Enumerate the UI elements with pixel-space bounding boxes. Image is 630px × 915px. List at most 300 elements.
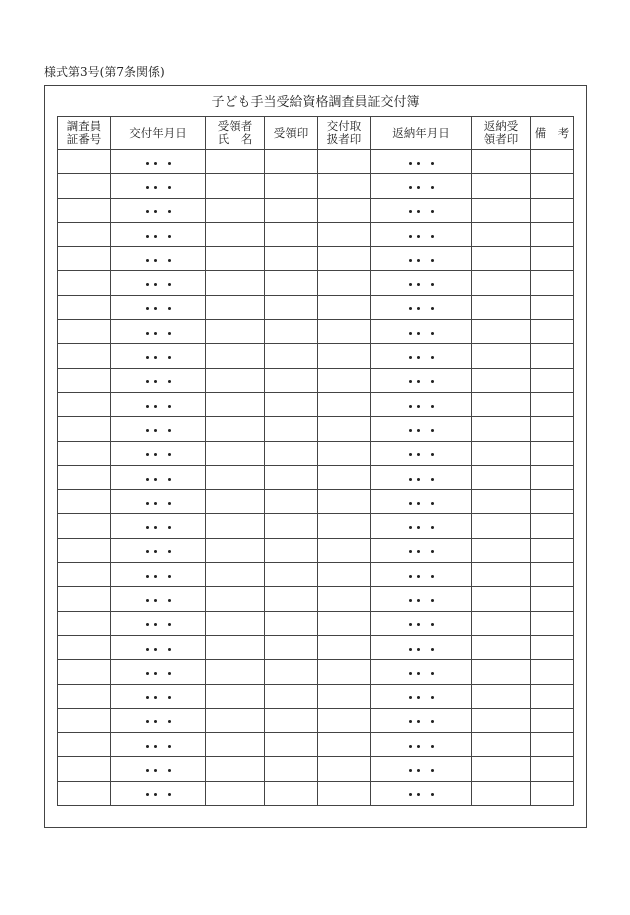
cell-return-date[interactable] (371, 417, 472, 441)
cell-id[interactable] (58, 538, 111, 562)
cell-handler-seal[interactable] (318, 417, 371, 441)
cell-recipient-name[interactable] (206, 198, 265, 222)
date-separator-dots (406, 155, 436, 168)
cell-remarks[interactable] (531, 563, 574, 587)
cell-remarks[interactable] (531, 368, 574, 392)
cell-return-seal[interactable] (472, 538, 531, 562)
cell-handler-seal[interactable] (318, 441, 371, 465)
cell-remarks[interactable] (531, 611, 574, 635)
cell-return-seal[interactable] (472, 198, 531, 222)
cell-return-seal[interactable] (472, 684, 531, 708)
cell-recipient-name[interactable] (206, 271, 265, 295)
cell-recipient-name[interactable] (206, 417, 265, 441)
cell-return-seal[interactable] (472, 635, 531, 659)
date-separator-dots (406, 471, 436, 484)
ledger-frame (44, 85, 587, 828)
date-separator-dots (406, 422, 436, 435)
cell-recipient-seal[interactable] (265, 684, 318, 708)
cell-id[interactable] (58, 392, 111, 416)
cell-return-date[interactable] (371, 635, 472, 659)
date-separator-dots (406, 495, 436, 508)
cell-issue-date[interactable] (111, 684, 206, 708)
date-separator-dots (143, 617, 173, 630)
cell-id[interactable] (58, 708, 111, 732)
table-row (58, 563, 574, 587)
table-row (58, 320, 574, 344)
cell-handler-seal[interactable] (318, 514, 371, 538)
date-separator-dots (143, 179, 173, 192)
cell-id[interactable] (58, 587, 111, 611)
cell-return-seal[interactable] (472, 611, 531, 635)
date-separator-dots (406, 568, 436, 581)
cell-handler-seal[interactable] (318, 757, 371, 781)
cell-recipient-seal[interactable] (265, 660, 318, 684)
date-separator-dots (143, 495, 173, 508)
cell-recipient-seal[interactable] (265, 392, 318, 416)
table-row (58, 781, 574, 805)
date-separator-dots (143, 374, 173, 387)
cell-return-date[interactable] (371, 465, 472, 489)
table-row (58, 150, 574, 174)
cell-remarks[interactable] (531, 514, 574, 538)
cell-issue-date[interactable] (111, 222, 206, 246)
cell-return-seal[interactable] (472, 271, 531, 295)
table-row (58, 417, 574, 441)
col-header-recipient-name: 受領者 氏 名 (206, 117, 265, 150)
cell-id[interactable] (58, 441, 111, 465)
table-row (58, 733, 574, 757)
cell-remarks[interactable] (531, 684, 574, 708)
date-separator-dots (143, 738, 173, 751)
cell-remarks[interactable] (531, 465, 574, 489)
table-row (58, 635, 574, 659)
cell-remarks[interactable] (531, 247, 574, 271)
date-separator-dots (406, 544, 436, 557)
date-separator-dots (406, 301, 436, 314)
cell-issue-date[interactable] (111, 320, 206, 344)
cell-recipient-seal[interactable] (265, 271, 318, 295)
cell-id[interactable] (58, 320, 111, 344)
cell-issue-date[interactable] (111, 198, 206, 222)
cell-recipient-name[interactable] (206, 757, 265, 781)
cell-id[interactable] (58, 781, 111, 805)
cell-id[interactable] (58, 465, 111, 489)
cell-return-seal[interactable] (472, 465, 531, 489)
cell-handler-seal[interactable] (318, 344, 371, 368)
cell-return-date[interactable] (371, 441, 472, 465)
col-header-return-seal: 返納受 領者印 (472, 117, 531, 150)
cell-remarks[interactable] (531, 441, 574, 465)
cell-id[interactable] (58, 174, 111, 198)
cell-return-seal[interactable] (472, 563, 531, 587)
cell-recipient-name[interactable] (206, 222, 265, 246)
cell-return-seal[interactable] (472, 660, 531, 684)
cell-remarks[interactable] (531, 222, 574, 246)
cell-recipient-name[interactable] (206, 563, 265, 587)
cell-return-seal[interactable] (472, 781, 531, 805)
cell-remarks[interactable] (531, 392, 574, 416)
cell-remarks[interactable] (531, 150, 574, 174)
cell-handler-seal[interactable] (318, 490, 371, 514)
cell-return-date[interactable] (371, 781, 472, 805)
col-header-recipient-seal: 受領印 (265, 117, 318, 150)
cell-issue-date[interactable] (111, 611, 206, 635)
cell-id[interactable] (58, 368, 111, 392)
cell-remarks[interactable] (531, 417, 574, 441)
cell-issue-date[interactable] (111, 392, 206, 416)
cell-recipient-name[interactable] (206, 320, 265, 344)
cell-id[interactable] (58, 563, 111, 587)
cell-return-date[interactable] (371, 514, 472, 538)
cell-id[interactable] (58, 295, 111, 319)
cell-handler-seal[interactable] (318, 222, 371, 246)
date-separator-dots (143, 787, 173, 800)
cell-return-seal[interactable] (472, 733, 531, 757)
cell-return-date[interactable] (371, 611, 472, 635)
cell-remarks[interactable] (531, 587, 574, 611)
date-separator-dots (143, 447, 173, 460)
cell-recipient-seal[interactable] (265, 320, 318, 344)
cell-remarks[interactable] (531, 271, 574, 295)
table-row (58, 611, 574, 635)
cell-handler-seal[interactable] (318, 295, 371, 319)
cell-recipient-seal[interactable] (265, 198, 318, 222)
cell-remarks[interactable] (531, 490, 574, 514)
cell-return-seal[interactable] (472, 150, 531, 174)
cell-return-date[interactable] (371, 684, 472, 708)
cell-recipient-seal[interactable] (265, 368, 318, 392)
cell-id[interactable] (58, 150, 111, 174)
cell-recipient-seal[interactable] (265, 465, 318, 489)
cell-issue-date[interactable] (111, 344, 206, 368)
cell-remarks[interactable] (531, 295, 574, 319)
cell-recipient-name[interactable] (206, 247, 265, 271)
cell-issue-date[interactable] (111, 417, 206, 441)
cell-recipient-seal[interactable] (265, 635, 318, 659)
cell-return-date[interactable] (371, 344, 472, 368)
cell-issue-date[interactable] (111, 635, 206, 659)
cell-recipient-name[interactable] (206, 174, 265, 198)
table-row (58, 271, 574, 295)
cell-return-date[interactable] (371, 247, 472, 271)
col-header-return-date: 返納年月日 (371, 117, 472, 150)
cell-id[interactable] (58, 247, 111, 271)
ledger-table (57, 116, 574, 806)
cell-id[interactable] (58, 684, 111, 708)
col-header-remarks: 備 考 (531, 117, 574, 150)
cell-handler-seal[interactable] (318, 733, 371, 757)
date-separator-dots (406, 374, 436, 387)
cell-return-date[interactable] (371, 271, 472, 295)
cell-return-date[interactable] (371, 660, 472, 684)
cell-recipient-name[interactable] (206, 660, 265, 684)
cell-remarks[interactable] (531, 198, 574, 222)
cell-issue-date[interactable] (111, 465, 206, 489)
cell-recipient-seal[interactable] (265, 417, 318, 441)
date-separator-dots (406, 447, 436, 460)
cell-id[interactable] (58, 635, 111, 659)
table-row (58, 490, 574, 514)
date-separator-dots (143, 568, 173, 581)
cell-remarks[interactable] (531, 733, 574, 757)
date-separator-dots (143, 422, 173, 435)
table-row (58, 465, 574, 489)
form-number-label: 様式第3号(第7条関係) (44, 65, 165, 79)
cell-remarks[interactable] (531, 635, 574, 659)
cell-return-date[interactable] (371, 757, 472, 781)
cell-issue-date[interactable] (111, 514, 206, 538)
cell-handler-seal[interactable] (318, 368, 371, 392)
cell-handler-seal[interactable] (318, 684, 371, 708)
date-separator-dots (143, 714, 173, 727)
cell-issue-date[interactable] (111, 781, 206, 805)
cell-recipient-seal[interactable] (265, 247, 318, 271)
date-separator-dots (406, 350, 436, 363)
cell-return-seal[interactable] (472, 222, 531, 246)
cell-id[interactable] (58, 514, 111, 538)
date-separator-dots (406, 520, 436, 533)
cell-handler-seal[interactable] (318, 611, 371, 635)
date-separator-dots (143, 471, 173, 484)
cell-return-date[interactable] (371, 708, 472, 732)
table-row (58, 660, 574, 684)
cell-handler-seal[interactable] (318, 563, 371, 587)
cell-remarks[interactable] (531, 660, 574, 684)
cell-handler-seal[interactable] (318, 587, 371, 611)
cell-recipient-seal[interactable] (265, 587, 318, 611)
cell-recipient-name[interactable] (206, 295, 265, 319)
cell-recipient-seal[interactable] (265, 490, 318, 514)
cell-recipient-name[interactable] (206, 441, 265, 465)
cell-handler-seal[interactable] (318, 781, 371, 805)
col-header-handler-seal: 交付取 扱者印 (318, 117, 371, 150)
cell-issue-date[interactable] (111, 538, 206, 562)
date-separator-dots (406, 787, 436, 800)
date-separator-dots (143, 520, 173, 533)
cell-return-seal[interactable] (472, 417, 531, 441)
date-separator-dots (143, 690, 173, 703)
cell-issue-date[interactable] (111, 368, 206, 392)
cell-recipient-name[interactable] (206, 514, 265, 538)
date-separator-dots (406, 398, 436, 411)
cell-id[interactable] (58, 490, 111, 514)
cell-return-seal[interactable] (472, 514, 531, 538)
cell-issue-date[interactable] (111, 247, 206, 271)
date-separator-dots (143, 228, 173, 241)
table-row (58, 514, 574, 538)
cell-issue-date[interactable] (111, 757, 206, 781)
cell-recipient-name[interactable] (206, 392, 265, 416)
table-row (58, 757, 574, 781)
cell-handler-seal[interactable] (318, 320, 371, 344)
cell-return-seal[interactable] (472, 320, 531, 344)
col-header-issue-date: 交付年月日 (111, 117, 206, 150)
date-separator-dots (406, 763, 436, 776)
cell-issue-date[interactable] (111, 150, 206, 174)
cell-remarks[interactable] (531, 708, 574, 732)
table-row (58, 344, 574, 368)
cell-recipient-name[interactable] (206, 684, 265, 708)
cell-handler-seal[interactable] (318, 538, 371, 562)
cell-id[interactable] (58, 198, 111, 222)
date-separator-dots (143, 252, 173, 265)
table-row (58, 684, 574, 708)
cell-issue-date[interactable] (111, 660, 206, 684)
date-separator-dots (143, 544, 173, 557)
cell-recipient-seal[interactable] (265, 708, 318, 732)
date-separator-dots (143, 301, 173, 314)
cell-issue-date[interactable] (111, 708, 206, 732)
date-separator-dots (406, 714, 436, 727)
cell-recipient-name[interactable] (206, 781, 265, 805)
date-separator-dots (406, 738, 436, 751)
cell-recipient-seal[interactable] (265, 174, 318, 198)
cell-recipient-seal[interactable] (265, 441, 318, 465)
cell-return-seal[interactable] (472, 174, 531, 198)
cell-id[interactable] (58, 611, 111, 635)
cell-handler-seal[interactable] (318, 660, 371, 684)
date-separator-dots (406, 665, 436, 678)
date-separator-dots (406, 325, 436, 338)
cell-return-date[interactable] (371, 587, 472, 611)
table-row (58, 295, 574, 319)
table-row (58, 368, 574, 392)
cell-recipient-seal[interactable] (265, 344, 318, 368)
table-row (58, 247, 574, 271)
cell-issue-date[interactable] (111, 563, 206, 587)
cell-id[interactable] (58, 733, 111, 757)
cell-recipient-seal[interactable] (265, 781, 318, 805)
table-row (58, 441, 574, 465)
cell-remarks[interactable] (531, 320, 574, 344)
cell-handler-seal[interactable] (318, 392, 371, 416)
col-header-id: 調査員 証番号 (58, 117, 111, 150)
cell-recipient-seal[interactable] (265, 563, 318, 587)
table-row (58, 222, 574, 246)
date-separator-dots (406, 690, 436, 703)
cell-return-seal[interactable] (472, 708, 531, 732)
cell-id[interactable] (58, 660, 111, 684)
cell-return-date[interactable] (371, 733, 472, 757)
table-row (58, 708, 574, 732)
cell-id[interactable] (58, 417, 111, 441)
cell-issue-date[interactable] (111, 490, 206, 514)
cell-recipient-name[interactable] (206, 465, 265, 489)
cell-return-date[interactable] (371, 563, 472, 587)
date-separator-dots (143, 641, 173, 654)
cell-recipient-name[interactable] (206, 490, 265, 514)
cell-return-date[interactable] (371, 538, 472, 562)
cell-recipient-seal[interactable] (265, 757, 318, 781)
cell-handler-seal[interactable] (318, 247, 371, 271)
cell-remarks[interactable] (531, 344, 574, 368)
cell-return-seal[interactable] (472, 490, 531, 514)
cell-handler-seal[interactable] (318, 150, 371, 174)
cell-return-seal[interactable] (472, 392, 531, 416)
cell-handler-seal[interactable] (318, 198, 371, 222)
cell-issue-date[interactable] (111, 271, 206, 295)
cell-remarks[interactable] (531, 781, 574, 805)
cell-recipient-seal[interactable] (265, 538, 318, 562)
cell-issue-date[interactable] (111, 441, 206, 465)
cell-issue-date[interactable] (111, 587, 206, 611)
cell-id[interactable] (58, 757, 111, 781)
cell-handler-seal[interactable] (318, 271, 371, 295)
cell-return-date[interactable] (371, 174, 472, 198)
table-row (58, 392, 574, 416)
cell-issue-date[interactable] (111, 174, 206, 198)
cell-return-date[interactable] (371, 198, 472, 222)
date-separator-dots (143, 350, 173, 363)
cell-remarks[interactable] (531, 538, 574, 562)
cell-return-seal[interactable] (472, 344, 531, 368)
table-row (58, 587, 574, 611)
cell-issue-date[interactable] (111, 733, 206, 757)
cell-remarks[interactable] (531, 757, 574, 781)
table-row (58, 538, 574, 562)
cell-recipient-seal[interactable] (265, 733, 318, 757)
date-separator-dots (143, 277, 173, 290)
cell-return-date[interactable] (371, 295, 472, 319)
cell-return-seal[interactable] (472, 368, 531, 392)
date-separator-dots (143, 763, 173, 776)
cell-id[interactable] (58, 271, 111, 295)
cell-recipient-name[interactable] (206, 635, 265, 659)
date-separator-dots (143, 204, 173, 217)
cell-return-date[interactable] (371, 392, 472, 416)
cell-recipient-seal[interactable] (265, 150, 318, 174)
cell-handler-seal[interactable] (318, 174, 371, 198)
cell-recipient-name[interactable] (206, 538, 265, 562)
cell-recipient-seal[interactable] (265, 295, 318, 319)
cell-return-date[interactable] (371, 222, 472, 246)
cell-return-seal[interactable] (472, 587, 531, 611)
table-row (58, 174, 574, 198)
cell-return-date[interactable] (371, 150, 472, 174)
cell-return-seal[interactable] (472, 295, 531, 319)
cell-recipient-seal[interactable] (265, 514, 318, 538)
cell-return-date[interactable] (371, 368, 472, 392)
cell-return-seal[interactable] (472, 757, 531, 781)
cell-id[interactable] (58, 222, 111, 246)
cell-issue-date[interactable] (111, 295, 206, 319)
cell-handler-seal[interactable] (318, 465, 371, 489)
cell-recipient-name[interactable] (206, 733, 265, 757)
cell-recipient-name[interactable] (206, 368, 265, 392)
cell-handler-seal[interactable] (318, 708, 371, 732)
cell-recipient-name[interactable] (206, 611, 265, 635)
cell-recipient-name[interactable] (206, 150, 265, 174)
cell-recipient-name[interactable] (206, 708, 265, 732)
date-separator-dots (143, 398, 173, 411)
cell-id[interactable] (58, 344, 111, 368)
date-separator-dots (143, 592, 173, 605)
cell-return-date[interactable] (371, 320, 472, 344)
cell-recipient-name[interactable] (206, 344, 265, 368)
cell-return-seal[interactable] (472, 441, 531, 465)
date-separator-dots (406, 617, 436, 630)
cell-handler-seal[interactable] (318, 635, 371, 659)
date-separator-dots (406, 592, 436, 605)
cell-recipient-seal[interactable] (265, 222, 318, 246)
cell-return-date[interactable] (371, 490, 472, 514)
cell-return-seal[interactable] (472, 247, 531, 271)
cell-recipient-name[interactable] (206, 587, 265, 611)
date-separator-dots (406, 641, 436, 654)
cell-recipient-seal[interactable] (265, 611, 318, 635)
date-separator-dots (406, 277, 436, 290)
cell-remarks[interactable] (531, 174, 574, 198)
